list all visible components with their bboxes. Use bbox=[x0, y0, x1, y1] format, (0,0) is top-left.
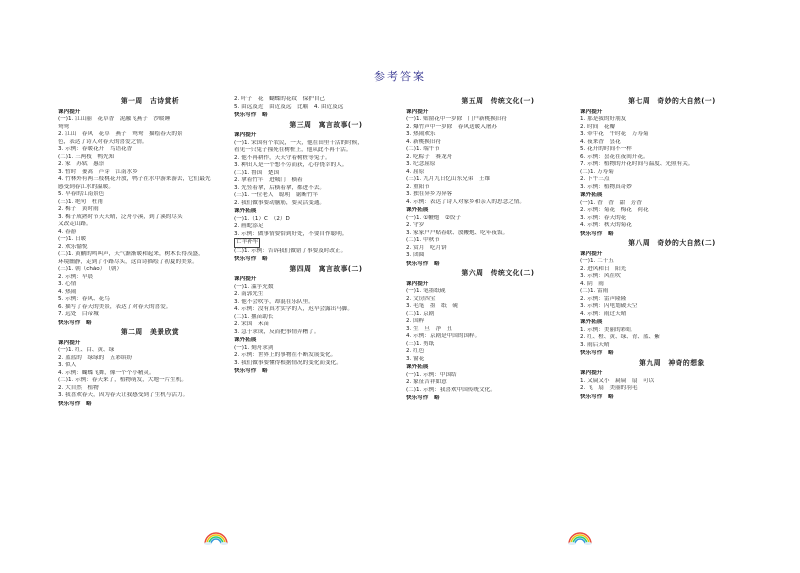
section-label: 快乐写作 略 bbox=[58, 400, 92, 407]
answer-line: (三)1. 一位老人 聪明 锯断竹竿 bbox=[234, 192, 319, 198]
answer-line: 4. 示例：没有真才实学的人，迟早会露出马脚。 bbox=[234, 306, 353, 312]
answer-line: (三)1. 剪纸 bbox=[406, 340, 435, 347]
section-label: 课内提升 bbox=[234, 276, 257, 282]
answer-line: 4. 竹林外有两三枝桃花开放，鸭子在水中游来游去，它们最先 bbox=[58, 176, 211, 182]
answer-line: 3. 急于求成，反而把事情弄糟了。 bbox=[234, 328, 320, 335]
answer-line: 3. 他不会吹竽，却混在乐队里。 bbox=[234, 298, 314, 305]
section-label: 课外拓展 bbox=[406, 207, 429, 213]
week-heading: 第七周 奇妙的大自然(一) bbox=[628, 97, 716, 105]
answer-line bbox=[234, 238, 418, 248]
answer-line: (一)1. 宋国有个农民，一天，他在田里干活的时候， bbox=[234, 139, 363, 146]
answer-line: 4. 示例：蝴蝶飞舞，像一个个小精灵。 bbox=[58, 369, 155, 376]
section-label: 课外拓展 bbox=[580, 319, 603, 325]
answer-line: 3. 示例：春天的花 bbox=[580, 214, 627, 221]
answer-line: 7. 远处 白帝城 bbox=[58, 311, 99, 317]
answer-line: 2. 进风和日 阳光 bbox=[580, 265, 627, 272]
answer-line: 3. 示例：风在吹 bbox=[580, 273, 621, 279]
answer-line: 4. 示例：雨过天晴 bbox=[580, 310, 627, 317]
answer-line: 2. 大自然 植物 bbox=[58, 384, 99, 391]
answer-line: 2. 他不再耕作，天天守着树桩等兔子。 bbox=[234, 154, 331, 161]
answer-line: 4. 春游 bbox=[58, 228, 77, 235]
answer-line: (二)1. 三两枝 鸭先知 bbox=[58, 153, 115, 160]
answer-line: 5. 早春的江南景色 bbox=[58, 191, 105, 197]
answer-line: 5. 由远及近 由近及远 比喻 4. 由近及远 bbox=[234, 103, 344, 110]
answer-line: 3. 示例：做事情要恰到好处，不要自作聪明。 bbox=[234, 230, 348, 237]
answer-line: 4. 示例：秋天的菊花 bbox=[580, 222, 632, 228]
answer-line: (二)1. 中秋节 bbox=[406, 237, 440, 243]
answer-line: 2. 赏月 吃月饼 bbox=[406, 244, 447, 251]
answer-line: 2. 爆竹声中一岁除 春风送暖入屠苏 bbox=[406, 123, 498, 130]
answer-line: 色，表达了诗人对春天的喜爱之情。 bbox=[58, 138, 148, 145]
answer-line: (一)1. 香 香 甜 芳香 bbox=[580, 199, 642, 206]
answer-line: 环境幽静，走到了小路尽头，这首诗描绘了初夏的美景。 bbox=[58, 258, 198, 265]
answer-line: 2. 守岁 bbox=[406, 222, 425, 228]
answer-line: 看见一只兔子撞死在树桩上，他从此不再干活。 bbox=[234, 147, 352, 153]
answer-line: (一)1.（1）C （2）D bbox=[234, 215, 290, 222]
answer-line: (一)1. 刻舟求剑 bbox=[234, 344, 274, 351]
answer-line: 4. 屈原 bbox=[406, 168, 425, 175]
section-label: 快乐写作 略 bbox=[234, 256, 268, 262]
answer-line: 2. 时间 花瓣 bbox=[580, 123, 616, 130]
answer-line: 2. 叶子 花 蝴蝶的花纹 保护自己 bbox=[234, 96, 326, 102]
answer-line: (一)1. 笔墨纸砚 bbox=[406, 288, 446, 294]
section-label: 课内提升 bbox=[580, 108, 603, 115]
answer-line: 1. 又扁又小 扁扁 扇 可以 bbox=[580, 377, 655, 384]
week-heading: 第六周 传统文化(二) bbox=[461, 269, 535, 277]
answer-line: 6. 描写了春天的美景，表达了对春天的喜爱。 bbox=[58, 303, 172, 310]
section-label: 快乐写作 略 bbox=[580, 230, 614, 237]
answer-line: 3. 毛笔 墨 纸 砚 bbox=[406, 303, 458, 309]
answer-line: 5. 花开的时间不一样 bbox=[580, 146, 632, 152]
answer-column-4 bbox=[580, 96, 764, 401]
answer-line: 感受到春江水的温暖。 bbox=[58, 183, 114, 190]
answer-line: 3. 示例：春暖花开 鸟语花香 bbox=[58, 146, 133, 152]
answer-line: 3. 暂时 蒌蒿 芦芽 江南水乡 bbox=[58, 168, 138, 175]
answer-line: 3. 梅子成熟时节天天晴，泛舟小溪，到了溪的尽头 bbox=[58, 213, 183, 220]
answer-line: (二)1. 万寿菊 bbox=[580, 168, 614, 175]
answer-line: 2. 红色 bbox=[406, 348, 425, 354]
answer-line: 4. 示例：京剧是中国的国粹。 bbox=[406, 333, 481, 339]
answer-line: 3. 我们做事要懂得根据情况的变化而变化。 bbox=[234, 359, 342, 366]
answer-line: (一)1. 江山丽 花草香 泥融飞燕子 沙暖睡 bbox=[58, 116, 171, 122]
answer-line: 2. 画蛇添足 bbox=[234, 223, 264, 229]
answer-line: 2. 示例：菊花 梅花 荷花 bbox=[580, 207, 649, 213]
section-label: 快乐写作 略 bbox=[580, 350, 614, 356]
answer-line: 3. 家家户户贴春联、放鞭炮、吃年夜饭。 bbox=[406, 229, 509, 236]
answer-line: (一)1. 示例：中国结 bbox=[406, 371, 457, 378]
rainbow-decoration bbox=[567, 531, 593, 545]
answer-column-1 bbox=[58, 96, 242, 408]
answer-line: 2. 示例：雷声隆隆 bbox=[580, 295, 627, 302]
section-label: 课外拓展 bbox=[234, 208, 257, 214]
answer-line: (二)1. 雷雨 bbox=[580, 288, 609, 294]
section-label: 课内提升 bbox=[406, 280, 429, 287]
answer-column-3 bbox=[406, 96, 590, 403]
answer-line: 2. 示例：世界上的事物在不断发展变化。 bbox=[234, 352, 337, 358]
answer-line: 2. 欢乐愉悦 bbox=[58, 243, 88, 250]
answer-line: 4. 阴 雨 bbox=[580, 280, 604, 287]
answer-line: 鸳鸯 bbox=[58, 123, 70, 130]
answer-line: 3. 先竖着拿，后横着拿，都进不去。 bbox=[234, 184, 326, 191]
page-title: 参考答案 bbox=[374, 70, 426, 83]
section-label: 课内提升 bbox=[406, 108, 429, 115]
answer-line: 2. 家 苏轼 惠崇 bbox=[58, 161, 105, 167]
answer-line: (二)1. 示例：告诉我们做错了事要及时改正。 bbox=[234, 247, 347, 254]
answer-line: 6. 示例：昙花在夜间开花。 bbox=[580, 153, 649, 160]
answer-line: (一)1. 滥竽充数 bbox=[234, 283, 274, 290]
answer-line: 2. 示例：早晨 bbox=[58, 273, 94, 280]
answer-line: 2. 红、橙、黄、绿、青、蓝、紫 bbox=[580, 334, 660, 340]
answer-line: (一)1. ①鞭炮 ②饺子 bbox=[406, 214, 462, 221]
answer-line: 4. 夜来香 昙花 bbox=[580, 138, 621, 145]
week-heading: 第二周 美景欣赏 bbox=[120, 328, 180, 336]
answer-line: 4. 新桃换旧符 bbox=[406, 138, 442, 145]
section-label: 快乐写作 略 bbox=[234, 112, 268, 118]
answer-line: 2. 吃粽子 赛龙舟 bbox=[406, 153, 453, 160]
answer-line: 4. 示例：表达了诗人对家乡和亲人的思念之情。 bbox=[406, 198, 525, 205]
week-heading: 第四周 寓言故事(二) bbox=[289, 264, 363, 273]
section-label: 课内提升 bbox=[580, 250, 603, 257]
section-label: 快乐写作 略 bbox=[580, 393, 614, 400]
section-label: 快乐写作 略 bbox=[406, 395, 440, 401]
answer-line: 3. 团圆 bbox=[406, 252, 425, 258]
section-label: 课内提升 bbox=[58, 339, 81, 346]
answer-line: (二)1. 示例：我喜欢中国传统文化。 bbox=[406, 386, 496, 393]
answer-line: 5. 示例：春风、花鸟 bbox=[58, 296, 110, 302]
answer-line: 2. 象征吉祥如意 bbox=[406, 379, 447, 385]
answer-line: (一)1. 日暖 bbox=[58, 236, 87, 242]
answer-line: 又改走山路。 bbox=[58, 221, 92, 227]
answer-line: 1. 示例：美丽的彩虹 bbox=[580, 326, 632, 333]
answer-line: 3. 种田人是一个想不劳而获，心存侥幸的人。 bbox=[234, 162, 348, 168]
section-label: 快乐写作 略 bbox=[58, 319, 92, 326]
answer-line: 2. 南郭先生 bbox=[234, 291, 264, 297]
answer-line: 2. 下午三点 bbox=[580, 176, 610, 182]
answer-line: 2. 宋国 禾苗 bbox=[234, 321, 270, 327]
boxed-answer: 亡羊补牢 bbox=[234, 238, 260, 248]
week-heading: 第五周 传统文化(一) bbox=[461, 97, 535, 105]
answer-line: 7. 示例：植物的开花时间与温度、光照有关。 bbox=[580, 161, 694, 167]
answer-line: (二)1. 揠苗助长 bbox=[234, 313, 274, 320]
answer-line: 3. 独在异乡为异客 bbox=[406, 191, 453, 197]
week-heading: 第八周 奇妙的大自然(二) bbox=[628, 239, 716, 247]
answer-line: (二)1. 示例：春天来了，植物萌发，大地一片生机。 bbox=[58, 377, 187, 383]
answer-line: 2. 蓝蓝的 绿绿的 五彩缤纷 bbox=[58, 354, 133, 361]
week-heading: 第一周 古诗赏析 bbox=[120, 97, 180, 105]
answer-line: 3. 生 旦 净 丑 bbox=[406, 325, 453, 332]
answer-line: 2. 江山 春风 花草 燕子 鸳鸯 描绘春天的景 bbox=[58, 131, 183, 137]
answer-line: (二)1. 鲁国 楚国 bbox=[234, 169, 280, 176]
answer-line: 3. 似人 bbox=[58, 362, 77, 368]
answer-line: (三)1. 九月九日忆山东兄弟 王维 bbox=[406, 176, 491, 182]
answer-line: (二)1. 京剧 bbox=[406, 310, 435, 317]
answer-line: 2. 重阳节 bbox=[406, 183, 430, 190]
answer-line: (一)1. 红、白、黄、绿 bbox=[58, 347, 115, 353]
answer-line: 2. 国粹 bbox=[406, 318, 425, 324]
section-label: 课内提升 bbox=[580, 370, 603, 376]
answer-line: 3. 窗花 bbox=[406, 355, 425, 362]
answer-line: 3. 牵牛花 午时花 万寿菊 bbox=[580, 131, 649, 137]
answer-line: 3. 我喜欢春天，因为春天让我感受到了生机与活力。 bbox=[58, 392, 189, 398]
answer-line: (三)1. 绝句 杜甫 bbox=[58, 198, 104, 205]
section-label: 快乐写作 略 bbox=[234, 368, 268, 374]
week-heading: 第九周 神奇的想象 bbox=[639, 358, 705, 367]
answer-line: (一)1. 二十五 bbox=[580, 258, 614, 264]
answer-line: 2. 我们做事要动脑筋，要灵活变通。 bbox=[234, 199, 326, 206]
section-label: 课内提升 bbox=[234, 132, 257, 138]
answer-line: 3. 纪念屈原 bbox=[406, 161, 436, 167]
week-heading: 第三周 寓言故事(一) bbox=[289, 120, 363, 129]
answer-line: 1. 那是我的好朋友 bbox=[580, 116, 627, 122]
section-label: 快乐写作 略 bbox=[406, 260, 440, 267]
section-label: 课外拓展 bbox=[234, 337, 257, 343]
answer-line: (一)1. 贴窗花中一岁除 门户新桃换旧符 bbox=[406, 116, 507, 122]
answer-line: 3. 雨后天晴 bbox=[580, 341, 610, 348]
section-label: 课外拓展 bbox=[406, 364, 429, 370]
section-label: 课外拓展 bbox=[580, 192, 603, 198]
answer-line: 2. 拿着竹竿 进城门 横着 bbox=[234, 177, 303, 183]
answer-line: 3. 示例：植物真奇妙 bbox=[580, 183, 632, 190]
answer-line: 3. 示例：闪电划破天空 bbox=[580, 303, 638, 309]
answer-line: 2. 梅子 黄时雨 bbox=[58, 206, 99, 212]
answer-line: (二)1. 端午节 bbox=[406, 146, 440, 152]
answer-line: (三)1. 朝（cháo） （朝） bbox=[58, 266, 123, 272]
answer-column-2 bbox=[234, 96, 418, 376]
section-label: 课内提升 bbox=[58, 108, 81, 115]
rainbow-decoration bbox=[203, 531, 229, 545]
answer-line: 2. 文房四宝 bbox=[406, 295, 436, 302]
answer-line: 3. 热闹欢乐 bbox=[406, 131, 436, 137]
answer-line: 4. 热闹 bbox=[58, 288, 77, 295]
answer-line: (二)1. 黄鹂的鸣叫声，天气渐渐暖和起来，树木长得茂盛， bbox=[58, 251, 204, 257]
answer-line: 3. 心情 bbox=[58, 281, 77, 287]
answer-line: 2. 飞 扇 美丽的羽毛 bbox=[580, 385, 638, 391]
